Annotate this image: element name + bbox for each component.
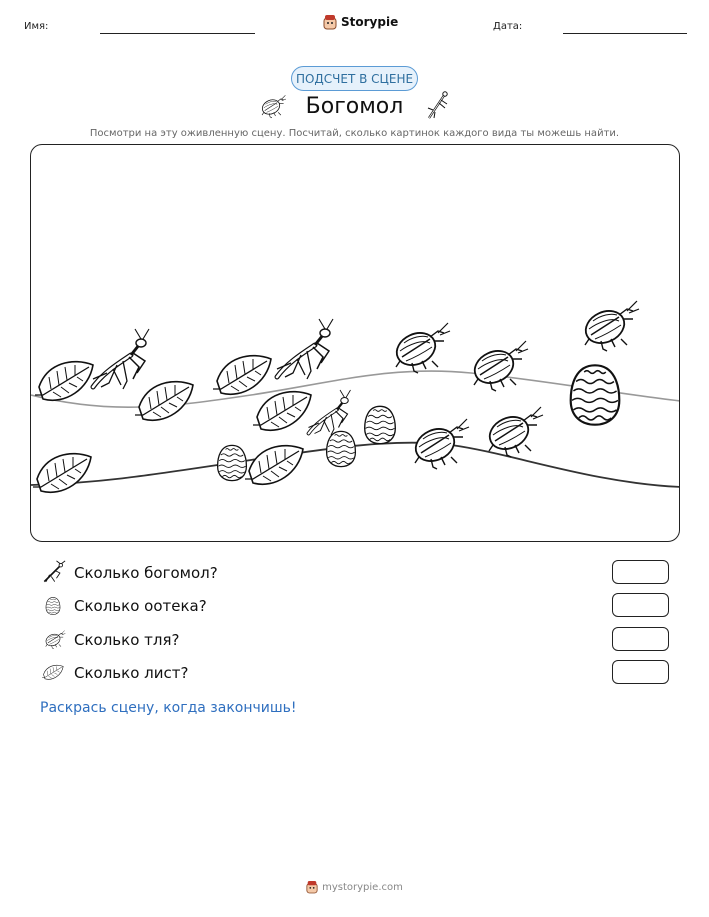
ootheca [571, 365, 620, 424]
name-line[interactable] [100, 33, 255, 34]
leaf-icon [40, 660, 66, 686]
leaf [135, 382, 193, 421]
site-url[interactable]: mystorypie.com [322, 881, 403, 893]
counting-scene [30, 144, 680, 542]
question-text: Сколько лист? [74, 664, 189, 682]
mantis-icon [40, 560, 66, 586]
aphid [470, 341, 528, 391]
leaf [253, 392, 311, 431]
ootheca [218, 445, 247, 480]
coloring-note: Раскрась сцену, когда закончишь! [40, 700, 297, 716]
brand-logo [323, 14, 398, 30]
mantis [93, 329, 149, 389]
date-line[interactable] [563, 33, 687, 34]
mantis [309, 390, 351, 435]
instructions: Посмотри на эту оживленную сцену. Посчитай, сколько картинок каждого вида ты можешь найти. [89, 128, 620, 139]
aphid [581, 301, 639, 351]
scene-illustration [31, 145, 680, 542]
answer-box-mantis[interactable] [612, 560, 669, 584]
aphid-icon [40, 627, 66, 653]
answer-box-ootheca[interactable] [612, 593, 669, 617]
aphid [392, 323, 450, 373]
question-mantis [40, 560, 218, 586]
mantis [277, 319, 333, 379]
question-text: Сколько оотека? [74, 597, 207, 615]
leaf [245, 446, 303, 485]
aphid [411, 419, 469, 469]
aphid [485, 407, 543, 457]
leaf [213, 356, 271, 395]
answer-box-aphid[interactable] [612, 627, 669, 651]
storypie-mascot-icon [323, 14, 337, 30]
page-title: Богомол [305, 94, 404, 119]
answer-box-leaf[interactable] [612, 660, 669, 684]
question-text: Сколько тля? [74, 631, 180, 649]
site-footer [0, 880, 709, 894]
question-ootheca [40, 593, 207, 619]
mantis-title-icon [424, 91, 450, 121]
activity-badge: ПОДСЧЕТ В СЦЕНЕ [291, 66, 418, 91]
brand-name: Storypie [341, 15, 399, 29]
ootheca [327, 431, 356, 466]
leaf [35, 362, 93, 401]
question-text: Сколько богомол? [74, 564, 218, 582]
question-leaf [40, 660, 188, 686]
ootheca [365, 406, 396, 443]
date-label: Дата: [493, 21, 523, 32]
name-label: Имя: [24, 21, 49, 32]
storypie-mascot-icon [306, 880, 318, 894]
leaf [33, 454, 91, 493]
ootheca-icon [40, 593, 66, 619]
question-aphid [40, 627, 179, 653]
